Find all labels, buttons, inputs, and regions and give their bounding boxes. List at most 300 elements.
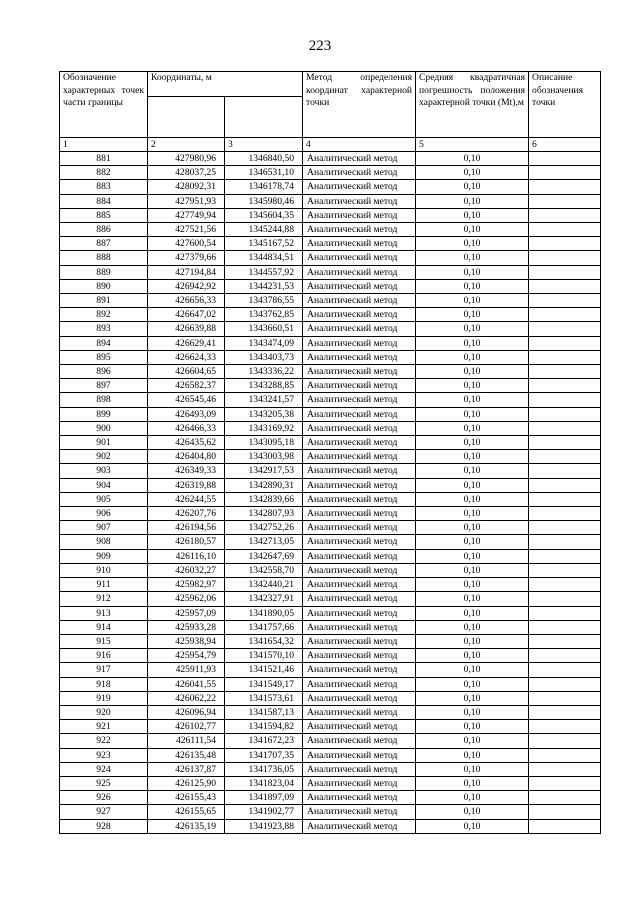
error-cell: 0,10 xyxy=(416,450,529,464)
description-cell xyxy=(529,549,601,563)
coord-x-cell: 426656,33 xyxy=(148,294,225,308)
point-number-cell: 927 xyxy=(60,805,148,819)
table-row xyxy=(60,720,601,734)
method-cell: Аналитический метод xyxy=(303,762,416,776)
error-cell: 0,10 xyxy=(416,492,529,506)
description-cell xyxy=(529,819,601,833)
coord-y-cell: 1345604,35 xyxy=(225,208,303,222)
method-cell: Аналитический метод xyxy=(303,563,416,577)
coord-x-cell: 425938,94 xyxy=(148,634,225,648)
method-cell: Аналитический метод xyxy=(303,194,416,208)
coord-y-cell: 1343241,57 xyxy=(225,393,303,407)
method-cell: Аналитический метод xyxy=(303,308,416,322)
point-number-cell: 914 xyxy=(60,620,148,634)
table-row xyxy=(60,379,601,393)
description-cell xyxy=(529,563,601,577)
header-coord-y xyxy=(225,97,303,138)
error-cell: 0,10 xyxy=(416,606,529,620)
point-number-cell: 906 xyxy=(60,507,148,521)
coord-x-cell: 426319,88 xyxy=(148,478,225,492)
error-cell: 0,10 xyxy=(416,478,529,492)
description-cell xyxy=(529,805,601,819)
description-cell xyxy=(529,237,601,251)
header-point-designation: Обозначение характерных точек части границы xyxy=(60,72,148,138)
coord-y-cell: 1341890,05 xyxy=(225,606,303,620)
coord-x-cell: 426062,22 xyxy=(148,691,225,705)
description-cell xyxy=(529,663,601,677)
table-row xyxy=(60,166,601,180)
description-cell xyxy=(529,521,601,535)
point-number-cell: 888 xyxy=(60,251,148,265)
coord-y-cell: 1342890,31 xyxy=(225,478,303,492)
table-row xyxy=(60,208,601,222)
point-number-cell: 884 xyxy=(60,194,148,208)
description-cell xyxy=(529,691,601,705)
point-number-cell: 928 xyxy=(60,819,148,833)
coord-y-cell: 1346531,10 xyxy=(225,166,303,180)
description-cell xyxy=(529,450,601,464)
method-cell: Аналитический метод xyxy=(303,237,416,251)
description-cell xyxy=(529,294,601,308)
point-number-cell: 921 xyxy=(60,720,148,734)
method-cell: Аналитический метод xyxy=(303,606,416,620)
error-cell: 0,10 xyxy=(416,734,529,748)
point-number-cell: 882 xyxy=(60,166,148,180)
description-cell xyxy=(529,762,601,776)
table-row xyxy=(60,450,601,464)
point-number-cell: 904 xyxy=(60,478,148,492)
method-cell: Аналитический метод xyxy=(303,421,416,435)
method-cell: Аналитический метод xyxy=(303,649,416,663)
point-number-cell: 894 xyxy=(60,336,148,350)
point-number-cell: 925 xyxy=(60,776,148,790)
method-cell: Аналитический метод xyxy=(303,322,416,336)
error-cell: 0,10 xyxy=(416,620,529,634)
point-number-cell: 907 xyxy=(60,521,148,535)
method-cell: Аналитический метод xyxy=(303,720,416,734)
table-row xyxy=(60,407,601,421)
table-row xyxy=(60,421,601,435)
header-description: Описание обозначения точки xyxy=(529,72,601,138)
coord-y-cell: 1342327,91 xyxy=(225,592,303,606)
page-number: 223 xyxy=(308,38,332,54)
header-mean-square-error: Средняя квадратичная погрешность положения характерной точки (Mt),м xyxy=(416,72,529,138)
point-number-cell: 905 xyxy=(60,492,148,506)
description-cell xyxy=(529,322,601,336)
coord-y-cell: 1341897,09 xyxy=(225,791,303,805)
table-row xyxy=(60,791,601,805)
coord-x-cell: 426942,92 xyxy=(148,279,225,293)
coord-y-cell: 1343003,98 xyxy=(225,450,303,464)
coord-y-cell: 1341736,05 xyxy=(225,762,303,776)
error-cell: 0,10 xyxy=(416,720,529,734)
error-cell: 0,10 xyxy=(416,308,529,322)
description-cell xyxy=(529,393,601,407)
coord-x-cell: 425954,79 xyxy=(148,649,225,663)
error-cell: 0,10 xyxy=(416,322,529,336)
table-row xyxy=(60,634,601,648)
column-number-6: 6 xyxy=(529,138,601,152)
method-cell: Аналитический метод xyxy=(303,791,416,805)
table-row xyxy=(60,180,601,194)
description-cell xyxy=(529,350,601,364)
table-row xyxy=(60,223,601,237)
table-row xyxy=(60,194,601,208)
method-cell: Аналитический метод xyxy=(303,592,416,606)
error-cell: 0,10 xyxy=(416,634,529,648)
coord-y-cell: 1342752,26 xyxy=(225,521,303,535)
error-cell: 0,10 xyxy=(416,393,529,407)
coord-x-cell: 425962,06 xyxy=(148,592,225,606)
coord-x-cell: 426125,90 xyxy=(148,776,225,790)
coord-y-cell: 1341923,88 xyxy=(225,819,303,833)
coord-x-cell: 426582,37 xyxy=(148,379,225,393)
method-cell: Аналитический метод xyxy=(303,805,416,819)
method-cell: Аналитический метод xyxy=(303,450,416,464)
coord-x-cell: 426194,56 xyxy=(148,521,225,535)
error-cell: 0,10 xyxy=(416,507,529,521)
coord-x-cell: 426624,33 xyxy=(148,350,225,364)
description-cell xyxy=(529,592,601,606)
coord-y-cell: 1343786,55 xyxy=(225,294,303,308)
error-cell: 0,10 xyxy=(416,677,529,691)
error-cell: 0,10 xyxy=(416,663,529,677)
description-cell xyxy=(529,620,601,634)
error-cell: 0,10 xyxy=(416,705,529,719)
coord-x-cell: 427749,94 xyxy=(148,208,225,222)
description-cell xyxy=(529,421,601,435)
description-cell xyxy=(529,194,601,208)
table-row xyxy=(60,365,601,379)
table-row xyxy=(60,549,601,563)
point-number-cell: 922 xyxy=(60,734,148,748)
coord-y-cell: 1341757,66 xyxy=(225,620,303,634)
error-cell: 0,10 xyxy=(416,265,529,279)
coord-x-cell: 426604,65 xyxy=(148,365,225,379)
header-method: Метод определения координат характерной точки xyxy=(303,72,416,138)
error-cell: 0,10 xyxy=(416,791,529,805)
coord-x-cell: 426639,88 xyxy=(148,322,225,336)
coord-y-cell: 1343403,73 xyxy=(225,350,303,364)
point-number-cell: 902 xyxy=(60,450,148,464)
coord-y-cell: 1343660,51 xyxy=(225,322,303,336)
coord-x-cell: 427379,66 xyxy=(148,251,225,265)
table-row xyxy=(60,251,601,265)
description-cell xyxy=(529,720,601,734)
error-cell: 0,10 xyxy=(416,436,529,450)
coord-y-cell: 1342807,93 xyxy=(225,507,303,521)
coord-y-cell: 1341587,13 xyxy=(225,705,303,719)
method-cell: Аналитический метод xyxy=(303,393,416,407)
coord-x-cell: 427600,54 xyxy=(148,237,225,251)
point-number-cell: 890 xyxy=(60,279,148,293)
description-cell xyxy=(529,464,601,478)
coord-y-cell: 1345980,46 xyxy=(225,194,303,208)
coord-y-cell: 1341573,61 xyxy=(225,691,303,705)
description-cell xyxy=(529,606,601,620)
point-number-cell: 911 xyxy=(60,578,148,592)
coord-x-cell: 427521,56 xyxy=(148,223,225,237)
error-cell: 0,10 xyxy=(416,563,529,577)
coord-x-cell: 428037,25 xyxy=(148,166,225,180)
coord-x-cell: 426349,33 xyxy=(148,464,225,478)
error-cell: 0,10 xyxy=(416,776,529,790)
method-cell: Аналитический метод xyxy=(303,166,416,180)
coord-x-cell: 426207,76 xyxy=(148,507,225,521)
method-cell: Аналитический метод xyxy=(303,208,416,222)
method-cell: Аналитический метод xyxy=(303,436,416,450)
method-cell: Аналитический метод xyxy=(303,492,416,506)
error-cell: 0,10 xyxy=(416,223,529,237)
point-number-cell: 886 xyxy=(60,223,148,237)
description-cell xyxy=(529,776,601,790)
description-cell xyxy=(529,791,601,805)
point-number-cell: 909 xyxy=(60,549,148,563)
error-cell: 0,10 xyxy=(416,748,529,762)
point-number-cell: 896 xyxy=(60,365,148,379)
point-number-cell: 901 xyxy=(60,436,148,450)
table-row xyxy=(60,492,601,506)
coord-y-cell: 1343474,09 xyxy=(225,336,303,350)
coord-x-cell: 427951,93 xyxy=(148,194,225,208)
point-number-cell: 899 xyxy=(60,407,148,421)
method-cell: Аналитический метод xyxy=(303,407,416,421)
coord-y-cell: 1344231,53 xyxy=(225,279,303,293)
method-cell: Аналитический метод xyxy=(303,336,416,350)
method-cell: Аналитический метод xyxy=(303,279,416,293)
table-row xyxy=(60,805,601,819)
error-cell: 0,10 xyxy=(416,279,529,293)
description-cell xyxy=(529,152,601,166)
coord-y-cell: 1341521,46 xyxy=(225,663,303,677)
error-cell: 0,10 xyxy=(416,521,529,535)
description-cell xyxy=(529,279,601,293)
boundary-points-table xyxy=(59,71,601,834)
method-cell: Аналитический метод xyxy=(303,350,416,364)
table-row xyxy=(60,294,601,308)
table-row xyxy=(60,308,601,322)
coord-x-cell: 426466,33 xyxy=(148,421,225,435)
error-cell: 0,10 xyxy=(416,535,529,549)
coord-x-cell: 426404,80 xyxy=(148,450,225,464)
column-number-1: 1 xyxy=(60,138,148,152)
coord-x-cell: 426629,41 xyxy=(148,336,225,350)
coord-y-cell: 1341654,32 xyxy=(225,634,303,648)
point-number-cell: 924 xyxy=(60,762,148,776)
error-cell: 0,10 xyxy=(416,152,529,166)
point-number-cell: 900 xyxy=(60,421,148,435)
error-cell: 0,10 xyxy=(416,365,529,379)
coord-y-cell: 1344834,51 xyxy=(225,251,303,265)
coord-x-cell: 428092,31 xyxy=(148,180,225,194)
error-cell: 0,10 xyxy=(416,649,529,663)
coord-x-cell: 425911,93 xyxy=(148,663,225,677)
coord-y-cell: 1343336,22 xyxy=(225,365,303,379)
error-cell: 0,10 xyxy=(416,578,529,592)
coord-x-cell: 426096,94 xyxy=(148,705,225,719)
coord-y-cell: 1343205,38 xyxy=(225,407,303,421)
table-row xyxy=(60,436,601,450)
table-row xyxy=(60,819,601,833)
method-cell: Аналитический метод xyxy=(303,251,416,265)
header-coord-x xyxy=(148,97,225,138)
method-cell: Аналитический метод xyxy=(303,294,416,308)
coord-x-cell: 427194,84 xyxy=(148,265,225,279)
coord-x-cell: 426244,55 xyxy=(148,492,225,506)
description-cell xyxy=(529,407,601,421)
table-row xyxy=(60,649,601,663)
description-cell xyxy=(529,365,601,379)
coord-y-cell: 1343288,85 xyxy=(225,379,303,393)
column-number-5: 5 xyxy=(416,138,529,152)
error-cell: 0,10 xyxy=(416,407,529,421)
coord-x-cell: 426493,09 xyxy=(148,407,225,421)
table-row xyxy=(60,521,601,535)
point-number-cell: 887 xyxy=(60,237,148,251)
table-row xyxy=(60,592,601,606)
error-cell: 0,10 xyxy=(416,336,529,350)
error-cell: 0,10 xyxy=(416,350,529,364)
method-cell: Аналитический метод xyxy=(303,464,416,478)
description-cell xyxy=(529,336,601,350)
table-row xyxy=(60,336,601,350)
method-cell: Аналитический метод xyxy=(303,152,416,166)
error-cell: 0,10 xyxy=(416,819,529,833)
table-row xyxy=(60,237,601,251)
description-cell xyxy=(529,166,601,180)
method-cell: Аналитический метод xyxy=(303,365,416,379)
method-cell: Аналитический метод xyxy=(303,691,416,705)
coord-y-cell: 1344557,92 xyxy=(225,265,303,279)
point-number-cell: 910 xyxy=(60,563,148,577)
coord-y-cell: 1341672,23 xyxy=(225,734,303,748)
coord-x-cell: 426032,27 xyxy=(148,563,225,577)
coord-x-cell: 426111,54 xyxy=(148,734,225,748)
coord-x-cell: 426647,02 xyxy=(148,308,225,322)
description-cell xyxy=(529,748,601,762)
point-number-cell: 923 xyxy=(60,748,148,762)
description-cell xyxy=(529,492,601,506)
coord-x-cell: 426155,43 xyxy=(148,791,225,805)
description-cell xyxy=(529,436,601,450)
table-row xyxy=(60,663,601,677)
table-row xyxy=(60,762,601,776)
error-cell: 0,10 xyxy=(416,294,529,308)
description-cell xyxy=(529,677,601,691)
coord-y-cell: 1342713,05 xyxy=(225,535,303,549)
coord-y-cell: 1341570,10 xyxy=(225,649,303,663)
table-row xyxy=(60,152,601,166)
point-number-cell: 885 xyxy=(60,208,148,222)
point-number-cell: 926 xyxy=(60,791,148,805)
error-cell: 0,10 xyxy=(416,194,529,208)
coord-y-cell: 1341902,77 xyxy=(225,805,303,819)
method-cell: Аналитический метод xyxy=(303,634,416,648)
point-number-cell: 881 xyxy=(60,152,148,166)
table-body xyxy=(60,152,601,834)
coord-x-cell: 426435,62 xyxy=(148,436,225,450)
coord-y-cell: 1343095,18 xyxy=(225,436,303,450)
description-cell xyxy=(529,308,601,322)
coord-x-cell: 425957,09 xyxy=(148,606,225,620)
point-number-cell: 916 xyxy=(60,649,148,663)
method-cell: Аналитический метод xyxy=(303,379,416,393)
method-cell: Аналитический метод xyxy=(303,748,416,762)
description-cell xyxy=(529,507,601,521)
table-row xyxy=(60,535,601,549)
point-number-cell: 897 xyxy=(60,379,148,393)
coord-x-cell: 426180,57 xyxy=(148,535,225,549)
description-cell xyxy=(529,634,601,648)
point-number-cell: 892 xyxy=(60,308,148,322)
error-cell: 0,10 xyxy=(416,592,529,606)
method-cell: Аналитический метод xyxy=(303,521,416,535)
error-cell: 0,10 xyxy=(416,464,529,478)
coord-y-cell: 1342839,66 xyxy=(225,492,303,506)
description-cell xyxy=(529,478,601,492)
method-cell: Аналитический метод xyxy=(303,734,416,748)
error-cell: 0,10 xyxy=(416,180,529,194)
point-number-cell: 891 xyxy=(60,294,148,308)
description-cell xyxy=(529,705,601,719)
method-cell: Аналитический метод xyxy=(303,578,416,592)
coord-y-cell: 1346840,50 xyxy=(225,152,303,166)
coord-y-cell: 1342647,69 xyxy=(225,549,303,563)
point-number-cell: 917 xyxy=(60,663,148,677)
method-cell: Аналитический метод xyxy=(303,677,416,691)
point-number-cell: 893 xyxy=(60,322,148,336)
method-cell: Аналитический метод xyxy=(303,265,416,279)
table-row xyxy=(60,691,601,705)
description-cell xyxy=(529,223,601,237)
point-number-cell: 898 xyxy=(60,393,148,407)
description-cell xyxy=(529,578,601,592)
method-cell: Аналитический метод xyxy=(303,620,416,634)
column-number-4: 4 xyxy=(303,138,416,152)
table-row xyxy=(60,776,601,790)
coord-x-cell: 426041,55 xyxy=(148,677,225,691)
coord-y-cell: 1341594,82 xyxy=(225,720,303,734)
description-cell xyxy=(529,251,601,265)
method-cell: Аналитический метод xyxy=(303,819,416,833)
error-cell: 0,10 xyxy=(416,208,529,222)
coord-x-cell: 425982,97 xyxy=(148,578,225,592)
coord-y-cell: 1343762,85 xyxy=(225,308,303,322)
table-row xyxy=(60,705,601,719)
coord-y-cell: 1341707,35 xyxy=(225,748,303,762)
point-number-cell: 915 xyxy=(60,634,148,648)
point-number-cell: 918 xyxy=(60,677,148,691)
description-cell xyxy=(529,180,601,194)
method-cell: Аналитический метод xyxy=(303,478,416,492)
table-row xyxy=(60,734,601,748)
coord-y-cell: 1342558,70 xyxy=(225,563,303,577)
error-cell: 0,10 xyxy=(416,805,529,819)
method-cell: Аналитический метод xyxy=(303,776,416,790)
coord-y-cell: 1346178,74 xyxy=(225,180,303,194)
error-cell: 0,10 xyxy=(416,166,529,180)
error-cell: 0,10 xyxy=(416,549,529,563)
table-row xyxy=(60,606,601,620)
error-cell: 0,10 xyxy=(416,251,529,265)
table-row xyxy=(60,350,601,364)
point-number-cell: 895 xyxy=(60,350,148,364)
error-cell: 0,10 xyxy=(416,691,529,705)
point-number-cell: 908 xyxy=(60,535,148,549)
point-number-cell: 913 xyxy=(60,606,148,620)
coord-y-cell: 1345167,52 xyxy=(225,237,303,251)
point-number-cell: 919 xyxy=(60,691,148,705)
